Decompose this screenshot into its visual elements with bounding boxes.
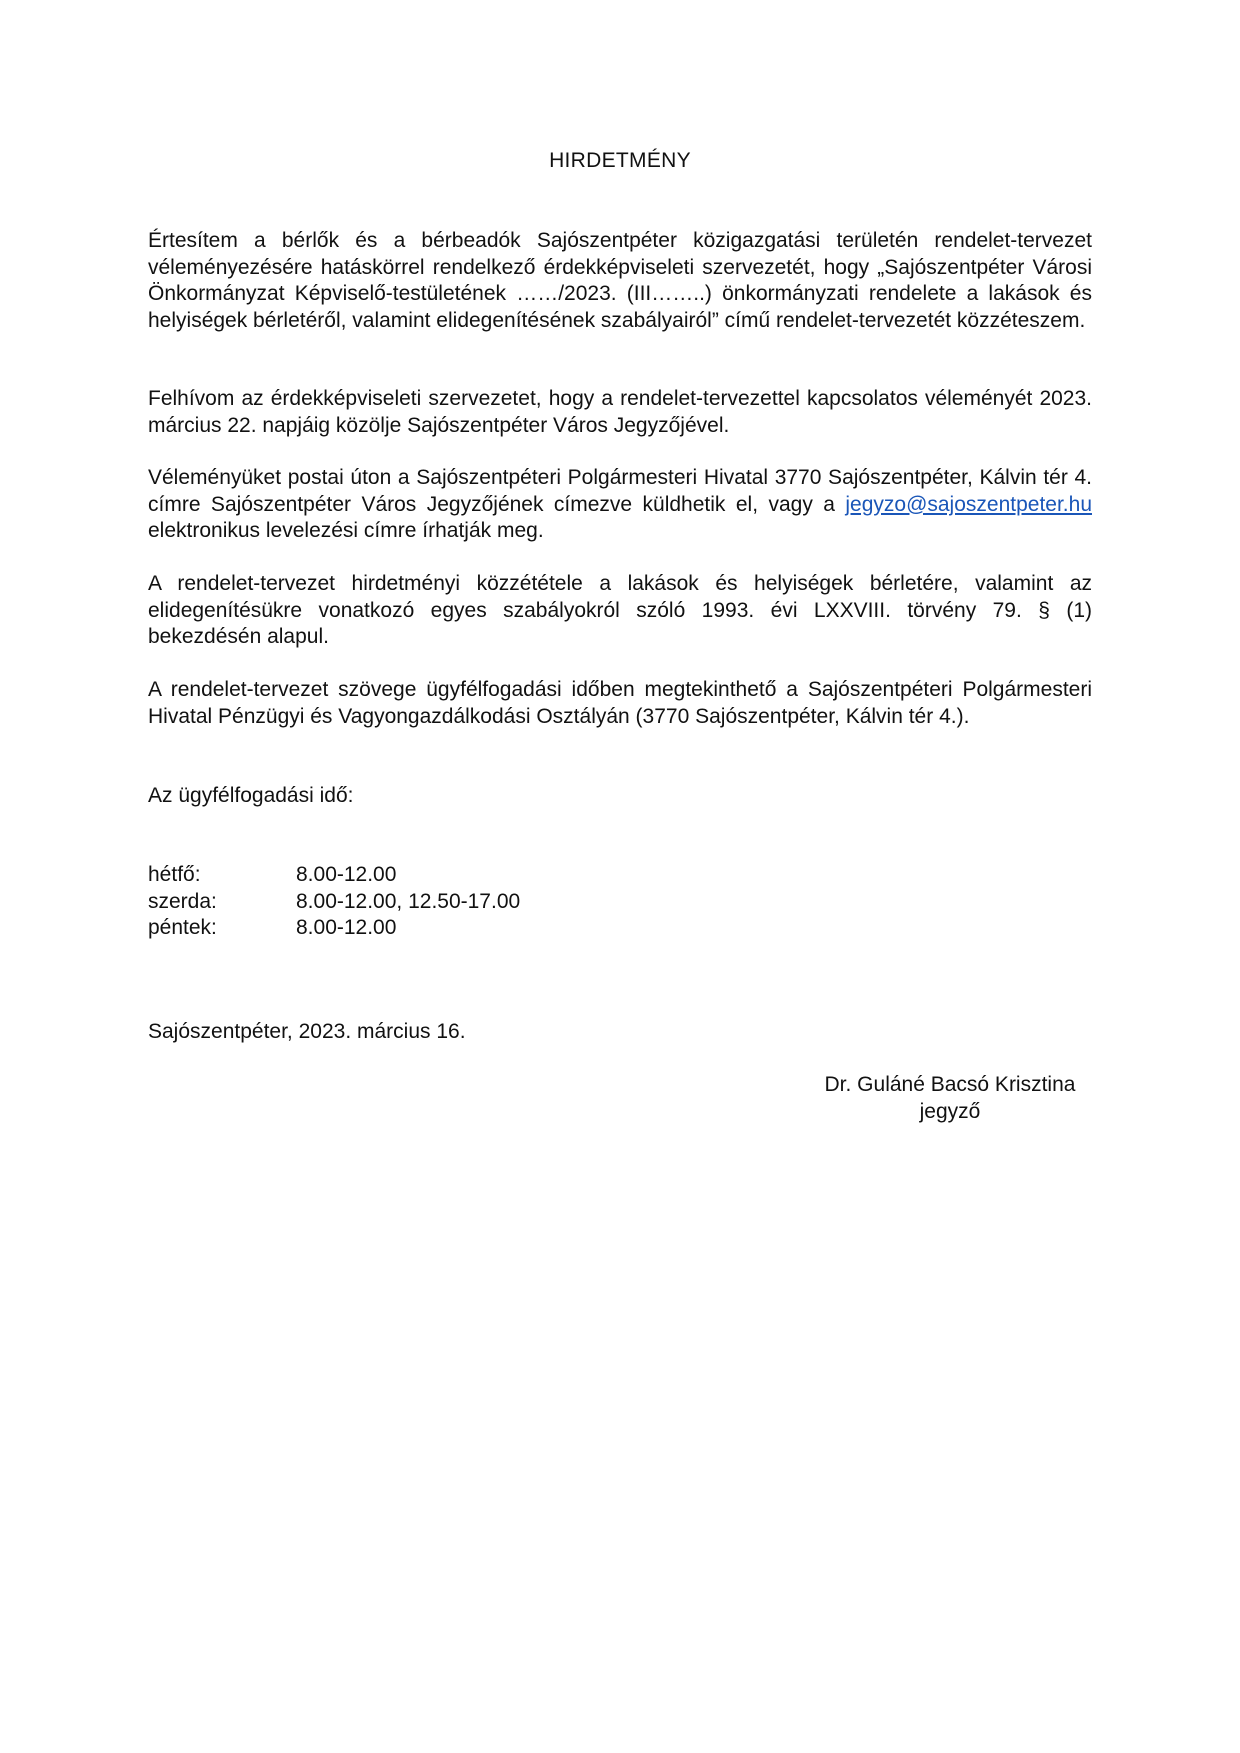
signatory-name: Dr. Guláné Bacsó Krisztina — [824, 1073, 1076, 1096]
office-hours-time: 8.00-12.00 — [296, 916, 397, 939]
office-hours-day: szerda: — [148, 889, 217, 913]
office-hours-time: 8.00-12.00, 12.50-17.00 — [296, 889, 521, 913]
office-hours-row — [148, 862, 520, 889]
office-hours-row — [148, 915, 520, 942]
submission-text-after: elektronikus levelezési címre írhatják meg. — [148, 519, 544, 542]
paragraph-notice: Értesítem a bérlők és a bérbeadók Sajószentpéter közigazgatási területén rendelet-tervezet véleményezésére hatáskörrel rendelkező érdekképviseleti szervezetét, hogy „Sajószentpéter Városi Önkormányzat Képviselő-testületének ……/2023. (III……..) önkormányzati rendelete a lakások és helyiségek bérletéről, valamint elidegenítésének szabályairól” című rendelet-tervezetét közzéteszem. — [148, 229, 1092, 332]
office-hours-time: 8.00-12.00 — [296, 863, 397, 886]
submission-text-before: Véleményüket postai úton a Sajószentpéteri Polgármesteri Hivatal 3770 Sajószentpéter, Kálvin tér 4. címre Sajószentpéter Város Jegyzőjének címezve küldhetik el, vagy a — [148, 466, 1092, 516]
office-hours-day: péntek: — [148, 916, 217, 939]
dateline: Sajószentpéter, 2023. március 16. — [148, 1020, 466, 1043]
paragraph-legal-basis: A rendelet-tervezet hirdetményi közzététele a lakások és helyiségek bérletére, valamint az elidegenítésükre vonatkozó egyes szabályokról szóló 1993. évi LXXVIII. törvény 79. § (1) bekezdésén alapul. — [148, 572, 1092, 648]
document-title: HIRDETMÉNY — [549, 149, 691, 172]
paragraph-inspection: A rendelet-tervezet szövege ügyfélfogadási időben megtekinthető a Sajószentpéteri Polgármesteri Hivatal Pénzügyi és Vagyongazdálkodási Osztályán (3770 Sajószentpéter, Kálvin tér 4.). — [148, 678, 1092, 728]
office-hours-list — [148, 862, 520, 942]
paragraph-submission — [148, 465, 1092, 545]
office-hours-row — [148, 889, 520, 916]
signatory-role: jegyző — [919, 1099, 981, 1123]
signature-block — [780, 1072, 1120, 1125]
email-link[interactable]: jegyzo@sajoszentpeter.hu — [845, 492, 1092, 516]
paragraph-call: Felhívom az érdekképviseleti szervezetet, hogy a rendelet-tervezettel kapcsolatos véleményét 2023. március 22. napjáig közölje Sajószentpéter Város Jegyzőjével. — [148, 387, 1092, 437]
office-hours-day: hétfő: — [148, 863, 201, 886]
office-hours-heading: Az ügyfélfogadási idő: — [148, 784, 354, 807]
